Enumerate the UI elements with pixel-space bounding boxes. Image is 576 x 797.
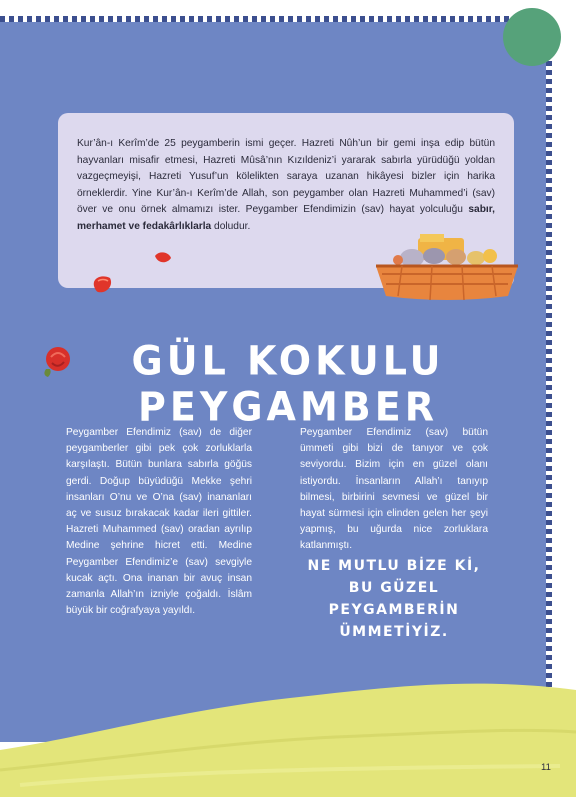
petal-icon <box>90 272 114 296</box>
page-number: 11 <box>541 762 551 773</box>
yellow-ground <box>0 640 576 797</box>
left-column-text: Peygamber Efendimiz (sav) de diğer peygamberler gibi pek çok zorluklarla karşılaştı. Bütün bunlara sabırla göğüs gerdi. Doğup büyüdüğü Mekke şehri insanları O’nu ve O’na (sav) inananları aç ve susuz bırakacak kadar ileri gittiler. Hazreti Muhammed (sav) oradan ayrılıp Medine şehrine hicret etti. Medine Peygamber Efendimiz’e (sav) sevgiyle kucak açtı. Ona inanan bir avuç insan zamanla Allah’ın izniyle çoğaldı. İslâm büyük bir coğrafyaya yayıldı. <box>66 427 252 617</box>
intro-text-part1: Kur’ân-ı Kerîm’de 25 peygamberin ismi geçer. Hazreti Nûh’un bir gemi inşa edip bütün hayvanları misafir etmesi, Hazreti Mûsâ’nın Kızıldeniz’i yararak sabırla yürüdüğü yoldan vazgeçmeyişi, Hazreti Yusuf’un kölelikten saraya uzanan hikâyesi bizler için harika örneklerdir. Yine Kur’ân-ı Kerîm’de Allah, son peygamber olan Hazreti Muhammed’i (sav) över ve onu örnek almamızı ister. Peygamber Efendimizin (sav) hayat yolculuğu <box>77 138 495 216</box>
intro-text-bold: sabır, merhamet ve fedakârlıklarla <box>77 204 495 232</box>
quote-text: NE MUTLU BİZE Kİ, BU GÜZEL PEYGAMBERİN ÜMMETİYİZ. <box>307 558 481 640</box>
page-title: GÜL KOKULU PEYGAMBER <box>131 337 445 431</box>
dashed-border-top <box>0 16 546 22</box>
boat-illustration <box>372 232 522 304</box>
intro-text-part2: doludur. <box>211 220 251 232</box>
right-column-text: Peygamber Efendimiz (sav) bütün ümmeti gibi bizi de tanıyor ve çok seviyordu. Bizim için en güzel olanı istiyordu. İnsanların Allah’ı tanıyıp bilmesi, birbirini sevmesi ve güzel bir hayat sürmesi için elinden gelen her şeyi yapmış, bu uğurda nice zorluklara katlanmıştı. <box>300 427 488 552</box>
petal-icon <box>153 250 173 266</box>
intro-text <box>77 136 495 236</box>
green-circle-decoration <box>503 8 561 66</box>
